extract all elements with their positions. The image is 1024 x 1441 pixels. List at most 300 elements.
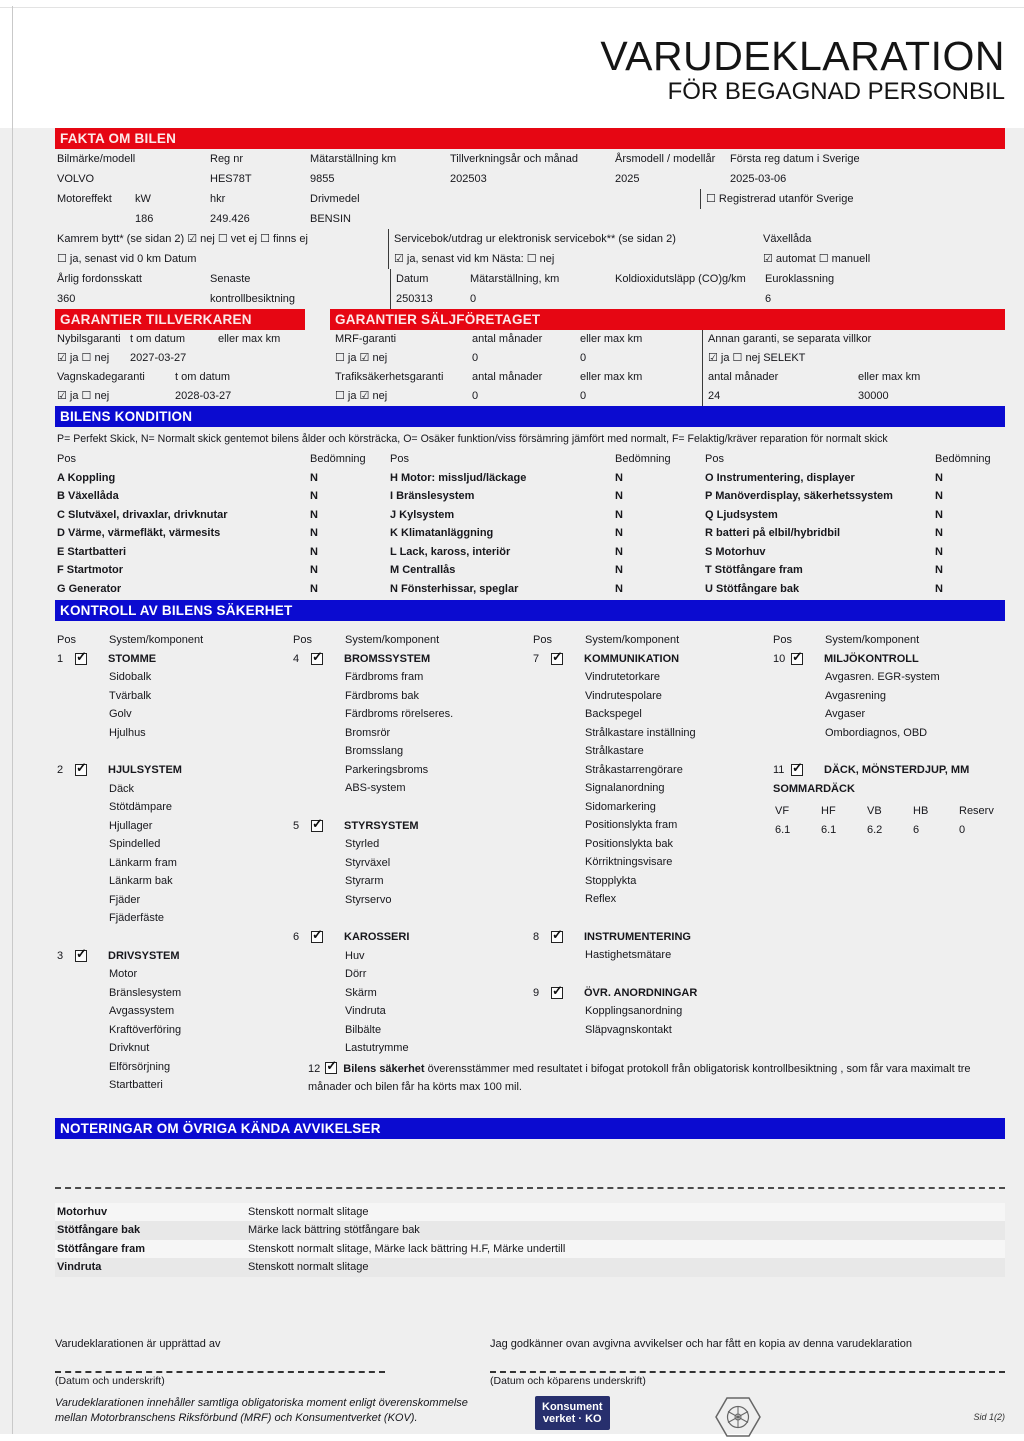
page-left-edge (12, 6, 13, 1434)
kondition-column-a (57, 450, 390, 598)
note-text: Stenskott normalt slitage (248, 1205, 369, 1218)
kontroll-group-hjulsystem (57, 761, 293, 928)
component-item: Strålkastare inställning (585, 726, 696, 739)
kontroll-group-stomme (57, 650, 293, 743)
checkbox-checked-icon (791, 653, 803, 665)
note-part: Stötfångare fram (57, 1242, 146, 1255)
component-item: Huv (345, 949, 365, 962)
component-header: System/komponent (585, 634, 680, 646)
field-label-annan-manader: antal månader (708, 371, 779, 383)
section-header-fakta: FAKTA OM BILEN (55, 128, 1005, 149)
tyre-value-row (773, 821, 1005, 840)
kontroll-group-drivsystem (57, 947, 293, 1095)
component-item: Bränslesystem (109, 986, 182, 999)
field-label-fordonsskatt: Årlig fordonsskatt (57, 273, 142, 285)
condition-grade: N (935, 490, 943, 502)
kontroll-group-instrumentering (533, 928, 773, 965)
pos-header: Pos (705, 453, 724, 465)
group-title: KAROSSERI (344, 931, 410, 943)
grade-header: Bedömning (615, 453, 671, 465)
garanti-content (55, 330, 1005, 406)
component-item: Hjullager (109, 819, 153, 832)
condition-row (390, 543, 705, 562)
annan-garanti-manader: 24 (708, 390, 721, 402)
section-header-garanti-saljforetaget: GARANTIER SÄLJFÖRETAGET (330, 309, 1005, 330)
condition-row (57, 561, 390, 580)
group-title: STOMME (108, 652, 157, 665)
field-label-tom-datum: t om datum (130, 333, 186, 345)
trafiksakerhetsgaranti-labels (335, 368, 702, 387)
condition-grade: N (935, 582, 943, 595)
group-title: HJULSYSTEM (108, 764, 182, 776)
annan-garanti-values (708, 387, 1005, 406)
annan-garanti-block (702, 330, 1005, 406)
condition-pos: O Instrumentering, displayer (705, 471, 855, 484)
noteringar-dashed-rule (55, 1187, 1005, 1189)
tyre-depth-value: 6 (913, 823, 920, 836)
component-item: Sidomarkering (585, 800, 656, 813)
field-label-drivmedel: Drivmedel (310, 193, 360, 205)
group-number: 4 (293, 652, 300, 665)
condition-grade: N (310, 545, 318, 558)
kontroll-group-dack (773, 761, 1005, 839)
component-item: Styrservo (345, 893, 392, 906)
nybilsgaranti-datum: 2027-03-27 (130, 352, 187, 364)
condition-pos: S Motorhuv (705, 545, 766, 558)
kontroll-group-kommunikation (533, 650, 773, 909)
note-part: Motorhuv (57, 1205, 108, 1218)
condition-grade: N (310, 508, 318, 521)
group-title: KOMMUNIKATION (584, 652, 680, 665)
field-value-matarstallning-km: 0 (470, 293, 477, 305)
component-item: Hastighetsmätare (585, 949, 672, 961)
component-item: ABS-system (345, 782, 406, 794)
kondition-column-header (57, 450, 390, 469)
group-title: MILJÖKONTROLL (824, 652, 919, 665)
item12-bold-text: Bilens säkerhet (343, 1063, 425, 1075)
kondition-column-header (705, 450, 1005, 469)
note-row (55, 1240, 1005, 1259)
component-item: Bilbälte (345, 1023, 382, 1036)
condition-grade: N (935, 545, 943, 558)
tyre-position-header: Reserv (959, 805, 994, 817)
kontroll-group-miljokontroll (773, 650, 1005, 743)
note-row (55, 1203, 1005, 1222)
group-title: BROMSSYSTEM (344, 652, 431, 665)
component-item: Dörr (345, 968, 367, 980)
condition-grade: N (615, 582, 623, 595)
condition-pos: C Slutväxel, drivaxlar, drivknutar (57, 508, 228, 521)
field-label-trafiksakerhetsgaranti: Trafiksäkerhetsgaranti (335, 371, 444, 383)
group-number: 7 (533, 652, 540, 665)
seller-signature-block (55, 1337, 490, 1388)
field-value-matarstallning: 9855 (310, 173, 335, 185)
field-value-vaxellada: ☑ automat ☐ manuell (763, 253, 871, 265)
field-value-arsmodell: 2025 (615, 173, 640, 185)
field-value-koldioxid (615, 289, 765, 309)
kondition-legend: P= Perfekt Skick, N= Normalt skick gentemot bilens ålder och körsträcka, O= Osäker funktion/viss försämring jämfört med normalt, F= Felaktig/kräver reparation för normalt skick (57, 433, 888, 445)
field-label-vaxellada: Växellåda (763, 233, 812, 245)
tyre-position-header: HF (821, 805, 836, 817)
condition-row (705, 524, 1005, 543)
note-row (55, 1258, 1005, 1277)
field-label-euroklassning: Euroklassning (765, 273, 835, 285)
note-text: Stenskott normalt slitage, Märke lack bättring H.F, Märke undertill (248, 1242, 566, 1255)
field-label-tillverkningsar: Tillverkningsår och månad (450, 153, 578, 165)
condition-pos: R batteri på elbil/hybridbil (705, 527, 841, 539)
group-number: 3 (57, 949, 64, 962)
group-number: 12 (308, 1063, 321, 1075)
mrf-garanti-values (335, 349, 702, 368)
vagnskadegaranti-checkboxes: ☑ ja ☐ nej (57, 390, 110, 402)
field-spacer (57, 209, 135, 229)
component-item: Bromsslang (345, 745, 404, 757)
note-part: Stötfångare bak (57, 1224, 141, 1236)
component-item: Strålkastare (585, 745, 644, 757)
field-label-antal-manader2: antal månader (472, 371, 543, 383)
note-text: Märke lack bättring stötfångare bak (248, 1224, 420, 1236)
garanti-saljforetag-block (335, 330, 702, 406)
component-item: Reflex (585, 893, 617, 905)
component-item: Stötdämpare (109, 801, 172, 813)
condition-row (705, 506, 1005, 525)
component-item: Avgaser (825, 708, 866, 720)
group-number: 10 (773, 652, 786, 665)
pos-header: Pos (57, 453, 76, 465)
trafiksakerhetsgaranti-values (335, 387, 702, 406)
tyre-season-label: SOMMARDÄCK (773, 782, 855, 795)
component-item: Kraftöverföring (109, 1023, 182, 1036)
field-label-motoreffekt: Motoreffekt (57, 193, 112, 205)
group-number: 2 (57, 764, 64, 776)
konsumentverket-logo-line2: verket · KO (542, 1412, 602, 1425)
checkbox-checked-icon (791, 764, 803, 776)
kondition-table (55, 448, 1005, 600)
condition-pos: Q Ljudsystem (705, 508, 778, 521)
grade-header: Bedömning (310, 453, 366, 465)
field-label-tom-datum2: t om datum (175, 371, 231, 383)
fakta-row3-values (55, 289, 1005, 309)
condition-pos: T Stötfångare fram (705, 564, 803, 576)
field-value-datum: 250313 (390, 289, 470, 309)
condition-row (390, 524, 705, 543)
component-item: Färdbroms bak (345, 689, 419, 702)
checkbox-checked-icon (75, 764, 87, 776)
component-item: Däck (109, 782, 135, 795)
noteringar-table (55, 1203, 1005, 1277)
condition-grade: N (310, 582, 318, 595)
field-label-koldioxid: Koldioxidutsläpp (CO)g/km (615, 273, 746, 285)
component-item: Drivknut (109, 1042, 150, 1054)
component-item: Positionslykta fram (585, 819, 678, 831)
fakta-kamrem-service-block (55, 229, 1005, 269)
buyer-signature-caption: (Datum och köparens underskrift) (490, 1374, 646, 1387)
component-item: Fjäder (109, 893, 141, 906)
component-header: System/komponent (109, 634, 204, 646)
component-item: Startbatteri (109, 1079, 163, 1091)
condition-pos: D Värme, värmefläkt, värmesits (57, 527, 221, 539)
condition-grade: N (615, 564, 623, 576)
field-label-matarstallning-km: Mätarställning, km (470, 273, 560, 285)
seller-signature-caption: (Datum och underskrift) (55, 1374, 165, 1387)
kontroll-column-header (57, 631, 293, 650)
pos-header: Pos (57, 634, 76, 646)
vagnskadegaranti-labels (57, 368, 335, 387)
field-label-kw: kW (135, 193, 151, 205)
component-item: Tvärbalk (109, 689, 152, 702)
seller-signature-label: Varudeklarationen är upprättad av (55, 1337, 221, 1350)
checkbox-checked-icon (325, 1062, 337, 1074)
component-item: Ombordiagnos, OBD (825, 726, 928, 739)
kontroll-group-ovr-anordningar (533, 984, 773, 1040)
condition-grade: N (310, 490, 318, 502)
component-item: Styrväxel (345, 856, 391, 869)
annan-garanti-max-km: 30000 (858, 390, 889, 402)
fakta-row2-values (55, 209, 1005, 229)
component-item: Vindrutetorkare (585, 671, 661, 683)
component-item: Hjulhus (109, 726, 146, 739)
condition-pos: I Bränslesystem (390, 490, 475, 502)
condition-row (390, 506, 705, 525)
component-header: System/komponent (825, 634, 920, 646)
mrf-garanti-labels (335, 330, 702, 349)
servicebok-column (388, 229, 763, 269)
nybilsgaranti-values (57, 349, 335, 368)
fakta-row3-labels (55, 269, 1005, 289)
vagnskadegaranti-datum: 2028-03-27 (175, 390, 232, 402)
component-item: Spindelled (109, 838, 161, 850)
condition-grade: N (615, 545, 623, 558)
noteringar-section (55, 1118, 1005, 1277)
field-label-bilmarke: Bilmärke/modell (57, 153, 136, 165)
component-item: Vindrutespolare (585, 689, 662, 702)
buyer-signature-block (490, 1337, 1005, 1388)
condition-row (705, 543, 1005, 562)
field-label-nybilsgaranti: Nybilsgaranti (57, 333, 121, 345)
kontroll-group-bromssystem (293, 650, 533, 798)
kamrem-ja-line: ☐ ja, senast vid 0 km Datum (57, 253, 197, 265)
mrf-garanti-manader: 0 (472, 352, 479, 364)
checkbox-checked-icon (75, 653, 87, 665)
group-number: 5 (293, 819, 300, 832)
field-value-forsta-reg: 2025-03-06 (730, 173, 787, 185)
component-item: Kopplingsanordning (585, 1005, 683, 1017)
page-number: Sid 1(2) (973, 1411, 1005, 1422)
condition-grade: N (615, 527, 623, 539)
component-item: Lastutrymme (345, 1042, 409, 1054)
pos-header: Pos (390, 453, 409, 465)
field-value-regnr: HES78T (210, 173, 252, 185)
mrf-garanti-max-km: 0 (580, 352, 587, 364)
condition-grade: N (310, 527, 318, 539)
field-label-mrf-garanti: MRF-garanti (335, 333, 397, 345)
condition-row (705, 580, 1005, 599)
kontroll-column-2 (293, 631, 533, 1114)
konsumentverket-logo (535, 1396, 610, 1430)
kontroll-column-header (773, 631, 1005, 650)
condition-row (390, 487, 705, 506)
kontroll-column-header (533, 631, 773, 650)
component-item: Signalanordning (585, 782, 665, 794)
group-title: DÄCK, MÖNSTERDJUP, MM (824, 764, 970, 776)
kamrem-column (55, 229, 388, 269)
checkbox-checked-icon (311, 653, 323, 665)
field-value-fordonsskatt: 360 (57, 293, 76, 305)
trafiksakerhetsgaranti-manader: 0 (472, 390, 479, 402)
component-item: Sidobalk (109, 671, 152, 683)
component-item: Avgassystem (109, 1005, 175, 1017)
component-item: Skärm (345, 986, 377, 999)
field-label-antal-manader: antal månader (472, 333, 543, 345)
pos-header: Pos (773, 634, 792, 646)
component-item: Backspegel (585, 708, 642, 720)
checkbox-checked-icon (311, 931, 323, 943)
note-text: Stenskott normalt slitage (248, 1261, 369, 1273)
component-item: Motor (109, 968, 138, 980)
group-title: ÖVR. ANORDNINGAR (584, 986, 698, 999)
condition-row (390, 469, 705, 488)
component-item: Golv (109, 708, 132, 720)
footer-disclaimer (55, 1396, 495, 1426)
component-item: Elförsörjning (109, 1060, 171, 1073)
servicebok-label-line: Servicebok/utdrag ur elektronisk servicebok** (se sidan 2) (394, 233, 676, 245)
condition-row (57, 524, 390, 543)
group-title: INSTRUMENTERING (584, 930, 691, 943)
tyre-depth-value: 6.1 (821, 823, 837, 836)
checkbox-registrerad-utanfor: ☐ Registrerad utanför Sverige (700, 189, 1005, 209)
group-number: 6 (293, 931, 300, 943)
field-label-vagnskadegaranti: Vagnskadegaranti (57, 371, 145, 383)
buyer-approval-label: Jag godkänner ovan avgivna avvikelser och har fått en kopia av denna varudeklaration (490, 1337, 912, 1350)
field-label-eller-max-km: eller max km (218, 333, 281, 345)
section-header-noteringar: NOTERINGAR OM ÖVRIGA KÄNDA AVVIKELSER (55, 1118, 1005, 1139)
condition-row (705, 469, 1005, 488)
field-label-annan-max-km: eller max km (858, 371, 921, 383)
kondition-column-b (390, 450, 705, 598)
checkbox-checked-icon (551, 653, 563, 665)
pos-header: Pos (293, 634, 312, 646)
field-label-datum: Datum (390, 269, 470, 289)
component-item: Styrarm (345, 875, 384, 887)
field-value-euroklassning: 6 (765, 293, 772, 305)
condition-pos: U Stötfångare bak (705, 582, 800, 595)
trafiksakerhetsgaranti-checkboxes: ☐ ja ☑ nej (335, 390, 388, 402)
garanti-header-bars (55, 309, 1005, 330)
kontroll-column-3 (533, 631, 773, 1114)
fakta-row2-labels (55, 189, 1005, 209)
tyre-depth-value: 0 (959, 823, 966, 836)
tyre-position-header: VB (867, 805, 882, 817)
field-value-tillverkningsar: 202503 (450, 173, 487, 185)
condition-pos: H Motor: missljud/läckage (390, 471, 527, 484)
disclaimer-line2: mellan Motorbranschens Riksförbund (MRF) och Konsumentverket (KOV). (55, 1411, 418, 1424)
annan-garanti-checkboxes: ☑ ja ☐ nej SELEKT (708, 352, 806, 364)
field-value-bilmarke: VOLVO (57, 173, 95, 185)
condition-pos: G Generator (57, 582, 122, 595)
condition-pos: N Fönsterhissar, speglar (390, 582, 519, 595)
condition-row (705, 561, 1005, 580)
component-item: Parkeringsbroms (345, 763, 429, 776)
checkbox-checked-icon (551, 987, 563, 999)
field-label-eller-max-km3: eller max km (580, 371, 643, 383)
mrf-garanti-checkboxes: ☐ ja ☑ nej (335, 352, 388, 364)
section-header-kondition: BILENS KONDITION (55, 406, 1005, 427)
condition-row (57, 543, 390, 562)
component-item: Styrled (345, 838, 380, 850)
condition-pos: K Klimatanläggning (390, 527, 494, 539)
condition-row (57, 506, 390, 525)
kontroll-column-4 (773, 631, 1005, 1114)
document-page (55, 0, 1005, 1441)
condition-pos: P Manöverdisplay, säkerhetssystem (705, 490, 893, 502)
section-header-kontroll: KONTROLL AV BILENS SÄKERHET (55, 600, 1005, 621)
servicebok-options-line: ☑ ja, senast vid km Nästa: ☐ nej (394, 253, 555, 265)
condition-grade: N (615, 508, 623, 521)
tyre-header-row (773, 802, 1005, 821)
group-number: 1 (57, 652, 64, 665)
item12-text: överensstämmer med resultatet i bifogat protokoll från obligatorisk kontrollbesiktning , som får vara maximalt tre månader och bilen får ha körts max 100 mil. (308, 1063, 971, 1093)
pos-header: Pos (533, 634, 552, 646)
field-label-arsmodell: Årsmodell / modellår (615, 153, 716, 165)
kontroll-column-header (293, 631, 533, 650)
group-number: 9 (533, 986, 540, 999)
condition-pos: F Startmotor (57, 564, 123, 576)
component-item: Avgasrening (825, 689, 886, 702)
field-value-senaste: kontrollbesiktning (210, 293, 295, 305)
condition-row (57, 580, 390, 599)
condition-grade: N (310, 564, 318, 576)
nybilsgaranti-checkboxes: ☑ ja ☐ nej (57, 352, 110, 364)
document-header (55, 0, 1005, 128)
section-header-garanti-tillverkaren: GARANTIER TILLVERKAREN (55, 309, 305, 330)
signature-area (55, 1337, 1005, 1388)
condition-row (57, 469, 390, 488)
group-number: 11 (773, 764, 785, 776)
konsumentverket-logo-line1: Konsument (542, 1400, 603, 1413)
component-item: Färdbroms rörelseres. (345, 708, 454, 720)
field-value-drivmedel: BENSIN (310, 213, 351, 225)
mrf-hexagon-logo-icon (715, 1396, 761, 1438)
kontroll-item-12 (308, 1060, 1010, 1096)
condition-pos: E Startbatteri (57, 545, 127, 558)
kondition-column-c (705, 450, 1005, 598)
trafiksakerhetsgaranti-max-km: 0 (580, 390, 587, 402)
kontroll-group-styrsystem (293, 817, 533, 910)
seller-signature-line (55, 1371, 385, 1373)
component-item: Stråkastarrengörare (585, 763, 683, 776)
component-item: Vindruta (345, 1005, 386, 1017)
tyre-position-header: HB (913, 805, 929, 817)
condition-pos: A Koppling (57, 471, 116, 484)
buyer-signature-line (490, 1371, 1005, 1373)
group-title: DRIVSYSTEM (108, 949, 180, 962)
fakta-row1-labels (55, 149, 1005, 169)
tyre-depth-value: 6.2 (867, 823, 883, 836)
field-label-forsta-reg: Första reg datum i Sverige (730, 153, 860, 165)
component-item: Stopplykta (585, 874, 637, 887)
field-label-annan-garanti: Annan garanti, se separata villkor (708, 333, 872, 345)
kontroll-grid (55, 621, 1005, 1114)
component-item: Avgasren. EGR-system (825, 671, 940, 683)
field-label-matarstallning: Mätarställning km (310, 153, 397, 165)
field-label-senaste: Senaste (210, 273, 251, 285)
group-title: STYRSYSTEM (344, 819, 419, 832)
component-item: Länkarm bak (109, 875, 173, 887)
condition-grade: N (310, 471, 318, 484)
condition-grade: N (615, 471, 623, 484)
component-item: Bromsrör (345, 726, 391, 739)
fakta-row1-values (55, 169, 1005, 189)
